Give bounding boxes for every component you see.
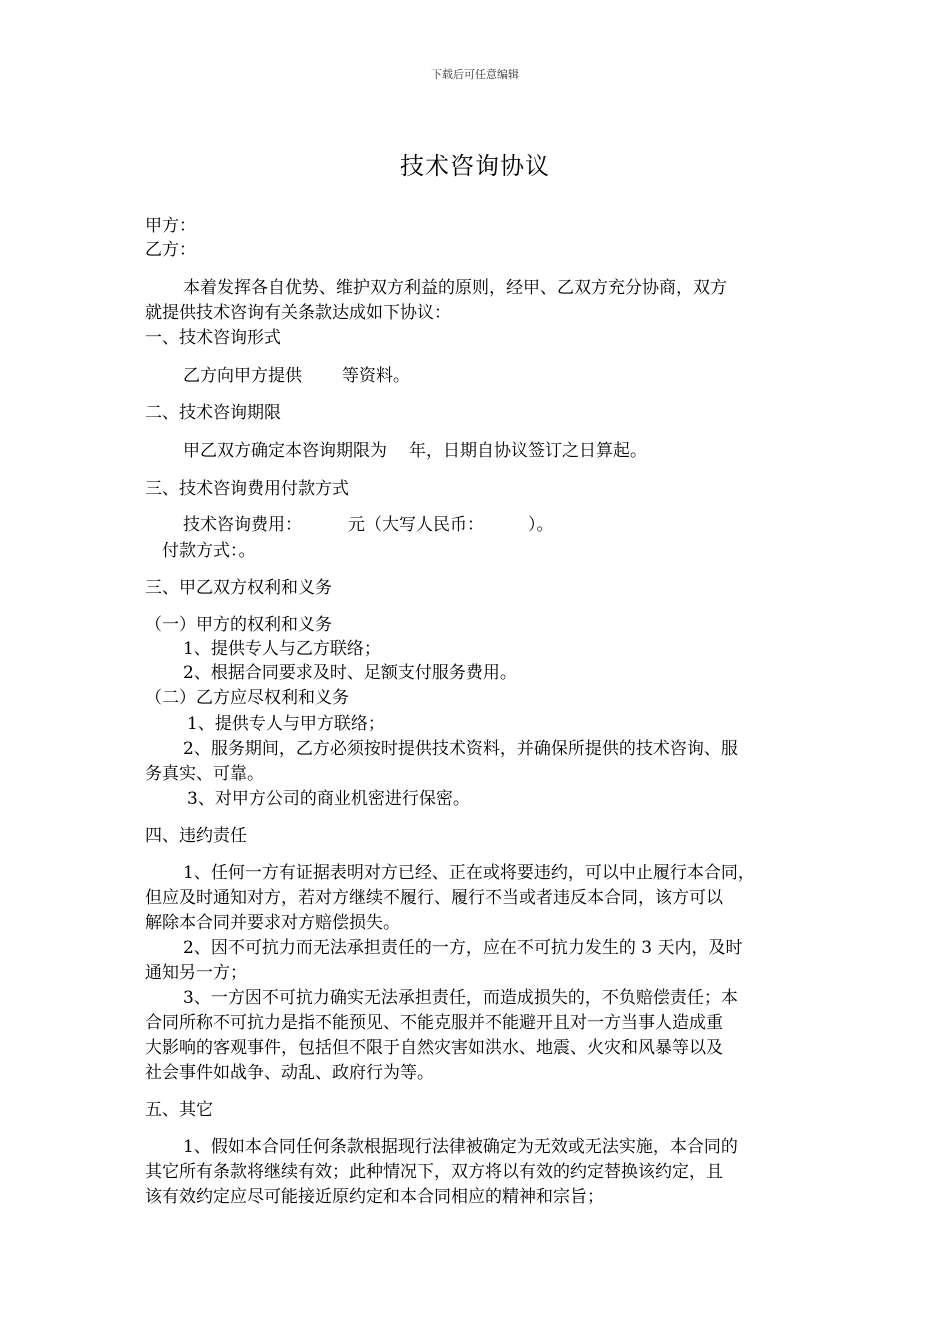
section-5-item-1-line-1: 1、任何一方有证据表明对方已经、正在或将要违约，可以中止履行本合同， [183, 863, 755, 883]
section-5-item-3-line-4: 社会事件如战争、动乱、政府行为等。 [145, 1063, 434, 1083]
section-6-heading: 五、其它 [145, 1100, 213, 1120]
section-5-item-1-line-2: 但应及时通知对方，若对方继续不履行、履行不当或者违反本合同，该方可以 [145, 888, 723, 908]
section-3-payment: 付款方式：。 [162, 541, 256, 561]
section-4b-heading: （二）乙方应尽权利和义务 [145, 688, 349, 708]
section-5-item-3-line-3: 大影响的客观事件，包括但不限于自然灾害如洪水、地震、火灾和风暴等以及 [145, 1038, 723, 1058]
section-4-heading: 三、甲乙双方权利和义务 [145, 578, 332, 598]
section-3-fee [183, 513, 554, 537]
section-6-item-1-line-3: 该有效约定应尽可能接近原约定和本合同相应的精神和宗旨； [145, 1187, 604, 1207]
section-6-item-1-line-2: 其它所有条款将继续有效；此种情况下，双方将以有效的约定替换该约定，且 [145, 1162, 723, 1182]
section-2-text-a: 甲乙双方确定本咨询期限为 [183, 441, 387, 461]
section-4a-item-2: 2、根据合同要求及时、足额支付服务费用。 [183, 663, 517, 683]
section-3-fee-b: 元（大写人民币： [348, 515, 484, 535]
section-4b-item-1: 1、提供专人与甲方联络； [187, 714, 385, 734]
section-5-heading: 四、违约责任 [145, 826, 247, 846]
section-4a-heading: （一）甲方的权利和义务 [145, 615, 332, 635]
section-5-item-3-line-1: 3、一方因不可抗力确实无法承担责任，而造成损失的，不负赔偿责任；本 [183, 988, 738, 1008]
section-4b-item-3: 3、对甲方公司的商业机密进行保密。 [187, 789, 470, 809]
section-1-heading: 一、技术咨询形式 [145, 328, 281, 348]
section-2-text [183, 439, 647, 463]
document-title: 技术咨询协议 [400, 152, 550, 180]
section-6-item-1-line-1: 1、假如本合同任何条款根据现行法律被确定为无效或无法实施，本合同的 [183, 1137, 738, 1157]
section-1-text [183, 364, 410, 388]
section-5-item-3-line-2: 合同所称不可抗力是指不能预见、不能克服并不能避开且对一方当事人造成重 [145, 1013, 723, 1033]
section-5-item-2-line-2: 通知另一方； [145, 963, 247, 983]
header-note: 下载后可任意编辑 [431, 68, 519, 81]
section-2-heading: 二、技术咨询期限 [145, 403, 281, 423]
intro-line-1: 本着发挥各自优势、维护双方利益的原则，经甲、乙双方充分协商，双方 [183, 278, 727, 298]
section-4a-item-1: 1、提供专人与乙方联络； [183, 639, 381, 659]
section-1-text-b: 等资料。 [342, 366, 410, 386]
section-4b-item-2-line-1: 2、服务期间，乙方必须按时提供技术资料，并确保所提供的技术咨询、服 [183, 739, 738, 759]
party-b-label: 乙方： [145, 240, 196, 260]
section-2-text-b: 年，日期自协议签订之日算起。 [409, 441, 647, 461]
section-1-text-a: 乙方向甲方提供 [183, 366, 302, 386]
section-4b-item-2-line-2: 务真实、可靠。 [145, 764, 264, 784]
section-5-item-2-line-1: 2、因不可抗力而无法承担责任的一方，应在不可抗力发生的 3 天内，及时 [183, 938, 743, 958]
section-5-item-1-line-3: 解除本合同并要求对方赔偿损失。 [145, 913, 400, 933]
party-a-label: 甲方： [145, 216, 196, 236]
section-3-fee-a: 技术咨询费用： [183, 515, 302, 535]
section-3-fee-c: ）。 [528, 515, 554, 535]
intro-line-2: 就提供技术咨询有关条款达成如下协议： [145, 303, 451, 323]
section-3-heading: 三、技术咨询费用付款方式 [145, 479, 349, 499]
